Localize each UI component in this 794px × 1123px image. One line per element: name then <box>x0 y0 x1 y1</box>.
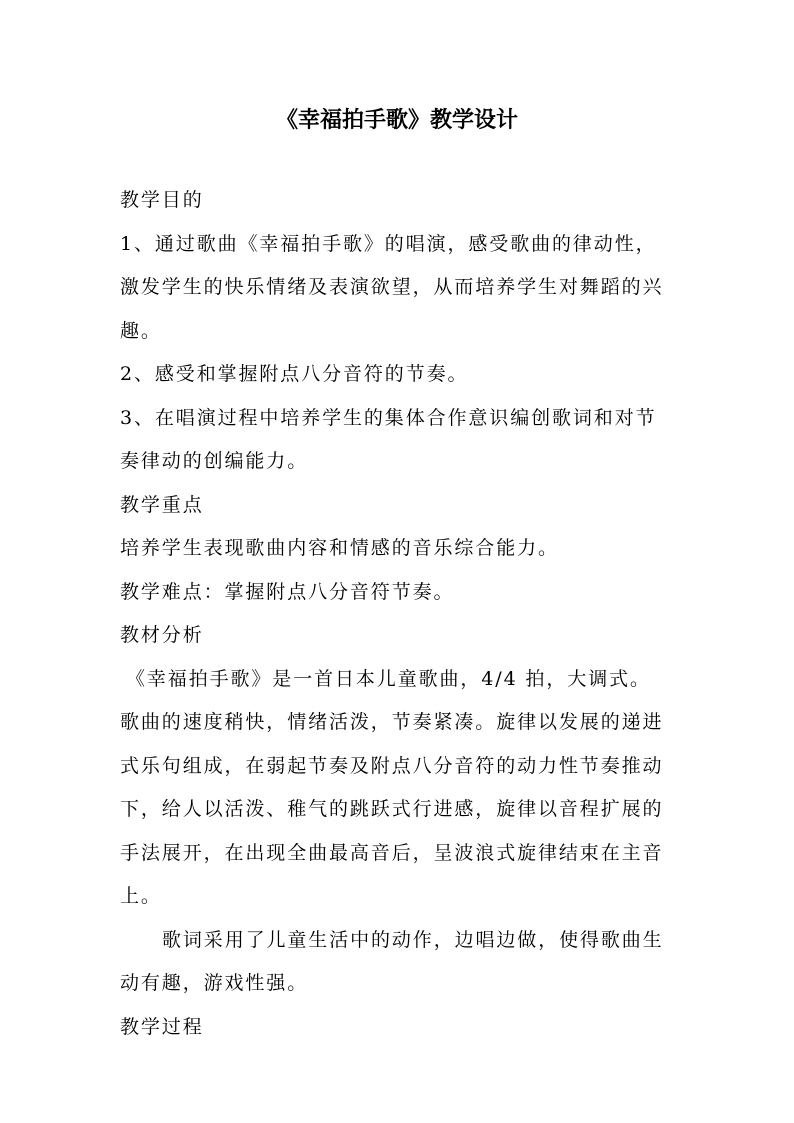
key-point-text: 培养学生表现歌曲内容和情感的音乐综合能力。 <box>120 537 559 559</box>
difficulty-text: 教学难点：掌握附点八分音符节奏。 <box>120 580 455 603</box>
objective-3-line-2: 奏律动的创编能力。 <box>120 450 309 472</box>
analysis-p1-line-5: 手法展开，在出现全曲最高音后，呈波浪式旋律结束在主音 <box>120 841 664 864</box>
document-title: 《幸福拍手歌》教学设计 <box>275 107 518 133</box>
objective-3-line-1: 3、在唱演过程中培养学生的集体合作意识编创歌词和对节 <box>120 406 657 429</box>
analysis-p2-line-2: 动有趣，游戏性强。 <box>120 972 309 994</box>
objective-1-line-2: 激发学生的快乐情绪及表演欲望，从而培养学生对舞蹈的兴 <box>120 276 664 298</box>
objectives-heading: 教学目的 <box>120 189 204 211</box>
objective-1-line-3: 趣。 <box>120 319 162 342</box>
key-point-heading: 教学重点 <box>120 493 204 516</box>
analysis-p2-line-1: 歌词采用了儿童生活中的动作，边唱边做，使得歌曲生 <box>162 928 664 951</box>
document-body <box>120 182 680 1046</box>
analysis-p1-line-1: 《幸福拍手歌》是一首日本儿童歌曲，4/4 拍，大调式。 <box>126 667 651 690</box>
analysis-p1-line-4: 下，给人以活泼、稚气的跳跃式行进感，旋律以音程扩展的 <box>120 798 664 820</box>
objective-2: 2、感受和掌握附点八分音符的节奏。 <box>120 363 469 385</box>
analysis-p1-line-3: 式乐句组成，在弱起节奏及附点八分音符的动力性节奏推动 <box>120 754 664 777</box>
process-heading: 教学过程 <box>120 1015 204 1038</box>
objective-1-line-1: 1、通过歌曲《幸福拍手歌》的唱演，感受歌曲的律动性， <box>120 232 657 255</box>
analysis-heading: 教材分析 <box>120 624 204 646</box>
analysis-p1-line-2: 歌曲的速度稍快，情绪活泼，节奏紧凑。旋律以发展的递进 <box>120 711 664 733</box>
analysis-p1-line-6: 上。 <box>120 885 162 907</box>
